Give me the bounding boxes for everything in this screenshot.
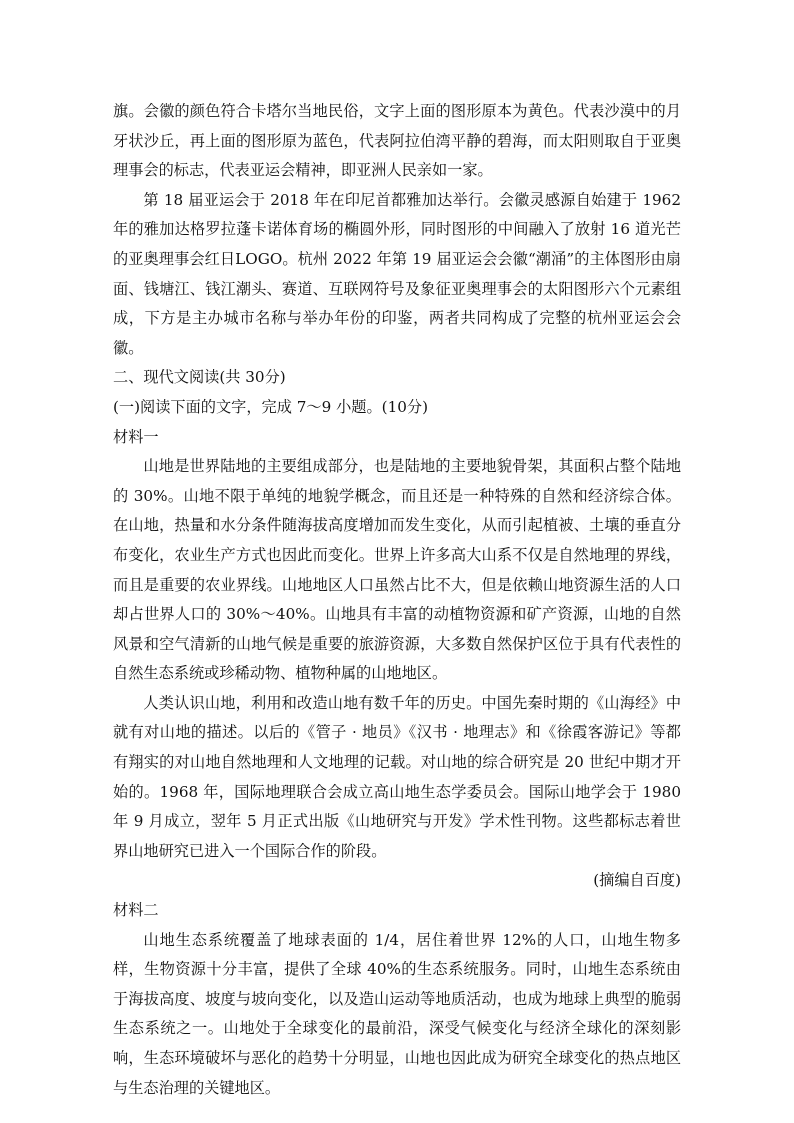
material-1-source: (摘编自百度) bbox=[593, 871, 681, 890]
subsection-heading: (一)阅读下面的文字，完成 7～9 小题。(10分) bbox=[113, 397, 429, 416]
material-1-paragraph-1: 山地是世界陆地的主要组成部分，也是陆地的主要地貌骨架，其面积占整个陆地的 30%。山地不限于单纯的地貌学概念，而且还是一种特殊的自然和经济综合体。在山地，热量和水分条件随海拔高度增加而发生变化，从而引起植被、土壤的垂直分布变化，农业生产方式也因此而变化。世界上许多高大山系不仅是自然地理的界线，而且是重要的农业界线。山地地区人口虽然占比不大，但是依赖山地资源生活的人口却占世界人口的 30%～40%。山地具有丰富的动植物资源和矿产资源，山地的自然风景和空气清新的山地气候是重要的旅游资源，大多数自然保护区位于具有代表性的自然生态系统或珍稀动物、植物种属的山地地区。 bbox=[113, 457, 681, 683]
intro-paragraph-asian-games-logos: 第 18 届亚运会于 2018 年在印尼首都雅加达举行。会徽灵感源自始建于 1962 年的雅加达格罗拉蓬卡诺体育场的椭圆外形，同时图形的中间融入了放射 16 道光芒的亚奥理事会红日LOGO。杭州 2022 年第 19 届亚运会会徽“潮涌”的主体图形由扇面、钱塘江、钱江潮头、赛道、互联网符号及象征亚奥理事会的太阳图形六个元素组成，下方是主办城市名称与举办年份的印鉴，两者共同构成了完整的杭州亚运会会徽。 bbox=[113, 190, 681, 357]
material-2-paragraph-1: 山地生态系统覆盖了地球表面的 1/4，居住着世界 12%的人口，山地生物多样，生物资源十分丰富，提供了全球 40%的生态系统服务。同时，山地生态系统由于海拔高度、坡度与坡向变化，以及造山运动等地质活动，也成为地球上典型的脆弱生态系统之一。山地处于全球变化的最前沿，深受气候变化与经济全球化的深刻影响，生态环境破坏与恶化的趋势十分明显，山地也因此成为研究全球变化的热点地区与生态治理的关键地区。 bbox=[113, 930, 681, 1097]
section-heading: 二、现代文阅读(共 30分) bbox=[113, 368, 286, 387]
material-1-paragraph-2: 人类认识山地，利用和改造山地有数千年的历史。中国先秦时期的《山海经》中就有对山地的描述。以后的《管子 · 地员》《汉书 · 地理志》和《徐霞客游记》等都有翔实的对山地自然地理和人文地理的记载。对山地的综合研究是 20 世纪中期才开始的。1968 年，国际地理联合会成立高山地生态学委员会。国际山地学会于 1980 年 9 月成立，翌年 5 月正式出版《山地研究与开发》学术性刊物。这些都标志着世界山地研究已进入一个国际合作的阶段。 bbox=[113, 693, 681, 860]
document-page bbox=[113, 97, 681, 1103]
material-2-label: 材料二 bbox=[113, 901, 159, 920]
material-1-label: 材料一 bbox=[113, 427, 159, 446]
intro-continuation-paragraph: 旗。会徽的颜色符合卡塔尔当地民俗，文字上面的图形原本为黄色。代表沙漠中的月牙状沙丘，再上面的图形原为蓝色，代表阿拉伯湾平静的碧海，而太阳则取自于亚奥理事会的标志，代表亚运会精神，即亚洲人民亲如一家。 bbox=[113, 102, 681, 180]
